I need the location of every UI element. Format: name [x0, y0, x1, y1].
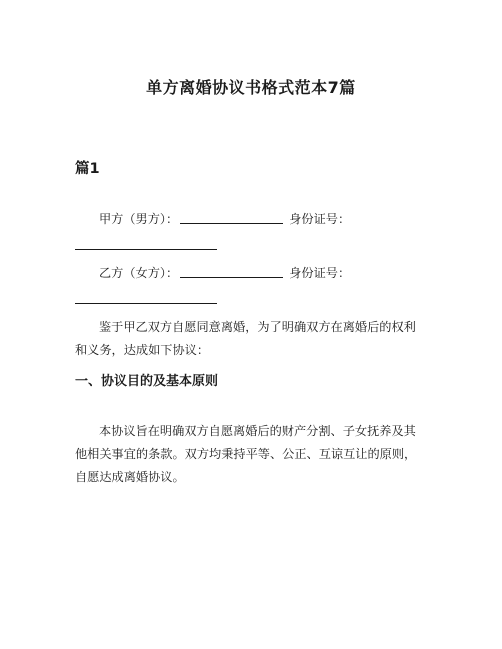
- party-a-name-blank: [180, 210, 283, 224]
- party-b-name-blank: [180, 264, 283, 278]
- party-a-label: 甲方（男方）：: [99, 212, 179, 226]
- document-title: 单方离婚协议书格式范本7篇: [146, 78, 356, 97]
- party-a-id-blank: [75, 231, 217, 250]
- party-b-id-line: [75, 285, 425, 304]
- party-a-id-label: 身份证号：: [289, 212, 351, 226]
- party-b-id-label: 身份证号：: [289, 266, 351, 280]
- heading-1: 一、协议目的及基本原则: [75, 374, 219, 389]
- party-b-label: 乙方（女方）：: [99, 266, 179, 280]
- party-a-line: [75, 208, 449, 231]
- party-b-line: [75, 262, 449, 285]
- paragraph-1: 本协议旨在明确双方自愿离婚后的财产分割、子女抚养及其他相关事宜的条款。双方均秉持平等、公正、互谅互让的原则，自愿达成离婚协议。: [75, 424, 417, 484]
- section-title: 篇1: [75, 161, 100, 177]
- party-a-id-line: [75, 231, 425, 250]
- preamble-paragraph: 鉴于甲乙双方自愿同意离婚，为了明确双方在离婚后的权利和义务，达成如下协议：: [75, 320, 416, 357]
- party-b-id-blank: [75, 285, 217, 304]
